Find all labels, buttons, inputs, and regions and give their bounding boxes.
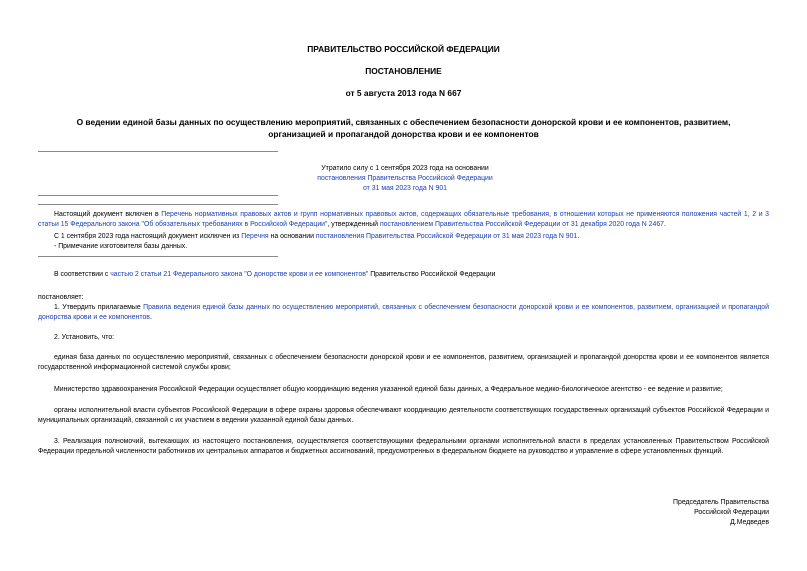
item-1-text: . [149,314,152,321]
separator-rule [38,256,278,257]
signature-block [560,498,769,528]
separator-rule [38,204,278,205]
resolution-2467-link[interactable]: постановлением Правительства Российской Федерации от 31 декабря 2020 года N 2467 [379,221,664,228]
item-1-paragraph [38,303,769,323]
item-1-text: 1. Утвердить прилагаемые [54,304,144,311]
signature-position: Председатель Правительства [673,499,769,506]
list-link[interactable]: Перечня [241,233,269,240]
inclusion-note-paragraph [38,210,769,230]
separator-rule [38,195,278,196]
intro-paragraph [54,270,769,280]
item-2-clause-c: органы исполнительной власти субъектов Российской Федерации в сфере охраны здоровья обеспечивают координацию деятельности соответствующих государственных организаций субъектов Российской Федерации и муниципальных организаций, связанной с их участием в ведении указанной единой базы данных. [38,407,769,424]
decree-word: постановляет: [38,294,84,301]
list-of-acts-link[interactable]: Перечень нормативных правовых актов и групп нормативных правовых актов, содержащих обязательные требования, в отношении которых не применяются положения частей 1, 2 и 3 статьи 15 Федерального закона "Об обязательных требованиях в Российской Федерации" [38,211,769,228]
status-note-text: Утратило силу с 1 сентября 2023 года на основании [321,165,489,172]
inclusion-note-text: , утвержденный [327,221,380,228]
publisher-note: - Примечание изготовителя базы данных. [54,243,188,250]
resolution-901-link[interactable]: постановления Правительства Российской Федерации от 31 мая 2023 года N 901 [315,233,578,240]
item-3-paragraph: 3. Реализация полномочий, вытекающих из настоящего постановления, осуществляется соответствующими федеральными органами исполнительной власти в пределах установленных Правительством Российской Федерации предельной численности работников их центральных аппаратов и бюджетных ассигнований, предусмотренных в федеральном бюджете на руководство и управление в сфере установленных функций. [38,438,769,455]
exclusion-note-text: . [577,233,580,240]
exclusion-note-paragraph [54,232,769,242]
signature-name: Д.Медведев [730,519,769,526]
status-note [280,164,530,194]
item-2-clause-a: единая база данных по осуществлению мероприятий, связанных с обеспечением безопасности донорской крови и ее компонентов, развитием, организацией и пропагандой донорства крови и ее компонентов является государственной информационной системой службы крови; [38,354,769,371]
document-date-number: от 5 августа 2013 года N 667 [345,88,462,98]
exclusion-note-text: на основании [268,233,316,240]
federal-law-link[interactable]: частью 2 статьи 21 Федерального закона "О донорстве крови и ее компонентов" [110,271,369,278]
rules-link[interactable]: Правила ведения единой базы данных по осуществлению мероприятий, связанных с обеспечением безопасности донорской крови и ее компонентов, развитием, организацией и пропагандой донорства крови и ее компонентов [38,304,769,321]
status-note-link-line-2[interactable]: от 31 мая 2023 года N 901 [363,185,447,192]
separator-rule [38,151,278,152]
document-type: ПОСТАНОВЛЕНИЕ [365,66,442,76]
intro-text: В соответствии с [54,271,111,278]
signature-country: Российской Федерации [694,509,769,516]
exclusion-note-text: С 1 сентября 2023 года настоящий документ исключен из [54,233,242,240]
item-2-heading: 2. Установить, что: [54,334,115,341]
inclusion-note-text: . [663,221,666,228]
document-title-line-1: О ведении единой базы данных по осуществлению мероприятий, связанных с обеспечением безопасности донорской крови и ее компонентов, развитием, [76,117,731,127]
inclusion-note-text: Настоящий документ включен в [54,211,162,218]
intro-text: Правительство Российской Федерации [368,271,496,278]
item-2-clause-b: Министерство здравоохранения Российской Федерации осуществляет общую координацию ведения указанной единой базы данных, а Федеральное медико-биологическое агентство - ее ведение и развитие; [54,386,723,393]
government-name: ПРАВИТЕЛЬСТВО РОССИЙСКОЙ ФЕДЕРАЦИИ [307,44,500,54]
status-note-link-line-1[interactable]: постановления Правительства Российской Федерации [317,175,493,182]
document-title-line-2: организацией и пропагандой донорства крови и ее компонентов [268,129,539,139]
